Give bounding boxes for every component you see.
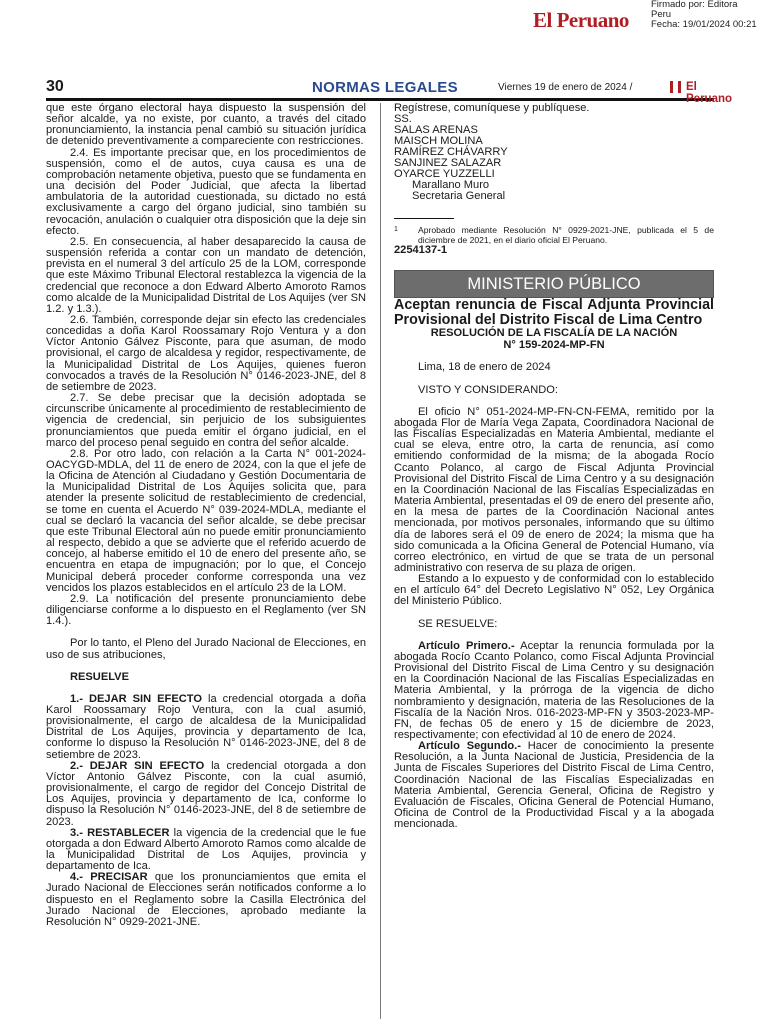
resolution-item: 2.- DEJAR SIN EFECTO la credencial otorgada a don Víctor Antonio Gálvez Pisconte, con la cual asumió, provisionalmente, el cargo de regidor del Concejo Distrital de Los Aquijes, provincia y departamento de Ica, conforme lo dispuso la Resolución N° 0146-2023-JNE, del 8 de setiembre de 2023. xyxy=(46,759,366,828)
ss-label: SS. xyxy=(394,113,412,125)
article-item: Artículo Segundo.- Hacer de conocimiento la presente Resolución, a la Junta Nacional de Justicia, Presidencia de la Junta de Fiscales Superiores del Distrito Fiscal de Lima Centro, Coordinación Nacional de las Fiscalías Especializadas en Materia Ambiental, Gerencia General, Oficina de Registro y Evaluación de Fiscales, Oficina General de Potencial Humano, Oficina de Control de la Productividad Fiscal y a la abogada mencionada. xyxy=(394,740,714,831)
paragraph: 2.6. También, corresponde dejar sin efecto las credenciales concedidas a doña Karol Roossamary Rojo Ventura y a don Víctor Antonio Gálvez Pisconte, para que asuman, de modo provisional, el cargo de alcaldesa y regidor, respectivamente, de la Municipalidad Distrital de Los Aquijes, quienes fueron convocados a través de la Resolución N° 0146-2023-JNE, del 8 de setiembre de 2023. xyxy=(46,313,366,393)
page-number: 30 xyxy=(46,78,64,95)
digital-signature: Firmado por: Editora Peru Fecha: 19/01/2024 00:21 xyxy=(651,0,757,30)
top-banner xyxy=(0,0,768,40)
reference-code: 2254137-1 xyxy=(394,244,448,257)
resuelve-heading: RESUELVE xyxy=(70,670,129,683)
article-item: Artículo Primero.- Aceptar la renuncia formulada por la abogada Rocío Ccanto Polanco, como Fiscal Adjunta Provincial Provisional del Distrito Fiscal de Lima Centro y su designación en la Coordinación Nacional de las Fiscalías Especializadas en Materia Ambiental, y la prórroga de la vigencia de dicho nombramiento y designación, materia de las Resoluciones de la Fiscalía de la Nación Nros. 016-2023-MP-FN y 3503-2023-MP-FN, de fechas 05 de enero y 15 de diciembre de 2023, respectivamente; con efectividad al 10 de enero de 2024. xyxy=(394,639,714,741)
signer-name: MAISCH MOLINA xyxy=(394,135,483,147)
visto-heading: VISTO Y CONSIDERANDO: xyxy=(418,383,558,396)
signer-name: RAMÍREZ CHÁVARRY xyxy=(394,146,508,158)
footnote-rule xyxy=(394,218,454,219)
se-resuelve-heading: SE RESUELVE: xyxy=(418,617,498,630)
secretary-title: Secretaria General xyxy=(412,190,506,203)
resolution-item: 1.- DEJAR SIN EFECTO la credencial otorgada a doña Karol Roossamary Rojo Ventura, con la cual asumió, provisionalmente, el cargo de alcaldesa de la Municipalidad Distrital de Los Aquijes, provincia y departamento de Ica, conforme lo dispuso la Resolución N° 0146-2023-JNE, del 8 de setiembre de 2023. xyxy=(46,692,366,761)
right-column xyxy=(394,103,714,830)
left-column xyxy=(46,103,366,928)
paragraph: Por lo tanto, el Pleno del Jurado Nacional de Elecciones, en uso de sus atribuciones, xyxy=(46,637,366,661)
signer-name: SANJINEZ SALAZAR xyxy=(394,157,502,169)
article-title: Aceptan renuncia de Fiscal Adjunta Provincial Provisional del Distrito Fiscal de Lima Centro xyxy=(394,297,714,329)
secretary-name: Marallano Muro xyxy=(412,179,490,191)
paragraph: 2.5. En consecuencia, al haber desaparecido la causa de suspensión referida a contar con un mandato de detención, prevista en el numeral 3 del artículo 25 de la LOM, corresponde que este Máximo Tribunal Electoral restablezca la vigencia de la credencial que reconoce a don Edward Alberto Amoroto Ramos como alcalde de la Municipalidad Distrital de Los Aquijes (ver SN 1.2. y 1.3.). xyxy=(46,235,366,315)
header-brand: El Peruano xyxy=(686,81,733,105)
page-header xyxy=(46,78,733,105)
paragraph: 2.7. Se debe precisar que la decisión adoptada se circunscribe únicamente al procedimiento de restablecimiento de vigencia de credencial, sin perjuicio de los subsiguientes pronunciamientos que pueda emitir el órgano judicial, en el marco del proceso penal seguido en contra del señor alcalde. xyxy=(46,392,366,449)
ministry-banner: MINISTERIO PÚBLICO xyxy=(394,270,714,298)
el-peruano-logo: El Peruano xyxy=(533,8,629,32)
section-title: NORMAS LEGALES xyxy=(312,79,458,96)
paragraph: que este órgano electoral haya dispuesto la suspensión del señor alcalde, ya no existe, por cuanto, a través del citado pronunciamiento, la instancia penal cambió su situación jurídica de detenido preventivamente a compareciente con restricciones. xyxy=(46,102,366,148)
paragraph: 2.9. La notificación del presente pronunciamiento debe diligenciarse conforme a lo dispuesto en el Reglamento (ver SN 1.4.). xyxy=(46,592,366,628)
column-divider xyxy=(380,103,381,1019)
paragraph: 2.4. Es importante precisar que, en los procedimientos de suspensión, como el de autos, cuya causa es una de comprobación netamente objetiva, puesto que se fundamenta en una decisión del Poder Judicial, que afecta la libertad ambulatoria de la autoridad cuestionada, su dictado no está exclusivamente a cargo del órgano judicial, sino también su revocación, anulación o cualquier otra disposición que la deje sin efecto. xyxy=(46,146,366,237)
paragraph: 2.8. Por otro lado, con relación a la Carta N° 001-2024-OACYGD-MDLA, del 11 de enero de 2024, con la que el jefe de la Oficina de Atención al Ciudadano y Gestión Documentaria de la Municipalidad Distrital de Los Aquijes solicita que, para atender la presente solicitud de restablecimiento de credencial, se tome en cuenta el Acuerdo N° 039-2024-MDLA, mediante el cual se declaró la vacancia del señor alcalde, se debe precisar que este Tribunal Electoral aún no puede emitir pronunciamiento al respecto, debido a que se advierte que el referido acuerdo de concejo, al haberse emitido el 10 de enero del presente año, se encuentra en etapa de impugnación; por lo que, el Concejo Municipal deberá proceder conforme corresponda una vez vencidos los plazos establecidos en el artículo 23 de la LOM. xyxy=(46,447,366,594)
peru-shield-icon xyxy=(670,81,681,93)
paragraph: El oficio N° 051-2024-MP-FN-CN-FEMA, remitido por la abogada Flor de María Vega Zapata, Coordinadora Nacional de las Fiscalías Especializadas en Materia Ambiental, mediante el cual se eleva, entre otro, la carta de renuncia, así como emitiendo conformidad de la misma; de la abogada Rocío Ccanto Polanco, al cargo de Fiscal Adjunta Provincial Provisional del Distrito Fiscal de Lima Centro y a su designación en la Coordinación Nacional de las Fiscalías Especializadas en Materia Ambiental, presentadas el 09 de enero del presente año, en la mesa de partes de la Coordinación Nacional antes mencionada, por motivos personales, informando que su último día de labores será el 09 de enero de 2024; la misma que ha sido comunicada a la Oficina General de Potencial Humano, vía correo electrónico, en virtud de que se trata de un personal administrativo con reserva de su plaza de origen. xyxy=(394,405,714,574)
signer-name: OYARCE YUZZELLI xyxy=(394,168,495,180)
closing-line: Regístrese, comuníquese y publíquese. xyxy=(394,102,590,114)
resolution-number: N° 159-2024-MP-FN xyxy=(503,338,605,351)
resolution-item: 3.- RESTABLECER la vigencia de la credencial que le fue otorgada a don Edward Alberto Amoroto Ramos como alcalde de la Municipalidad Distrital de Los Aquijes, provincia y departamento de Ica. xyxy=(46,826,366,873)
signer-name: SALAS ARENAS xyxy=(394,124,478,136)
place-date: Lima, 18 de enero de 2024 xyxy=(418,361,551,374)
footnote: 1 Aprobado mediante Resolución N° 0929-2021-JNE, publicada el 5 de diciembre de 2021, en el diario oficial El Peruano. xyxy=(394,225,714,246)
issue-date: Viernes 19 de enero de 2024 / xyxy=(498,82,633,93)
paragraph: Estando a lo expuesto y de conformidad con lo establecido en el artículo 64° del Decreto Legislativo N° 052, Ley Orgánica del Ministerio Público. xyxy=(394,573,714,608)
resolution-item: 4.- PRECISAR que los pronunciamientos que emita el Jurado Nacional de Elecciones serán notificados conforme a lo dispuesto en el Reglamento sobre la Casilla Electrónica del Jurado Nacional de Elecciones, aprobado mediante la Resolución N° 0929-2021-JNE. xyxy=(46,871,366,928)
resolution-title: RESOLUCIÓN DE LA FISCALÍA DE LA NACIÓN xyxy=(430,327,678,340)
